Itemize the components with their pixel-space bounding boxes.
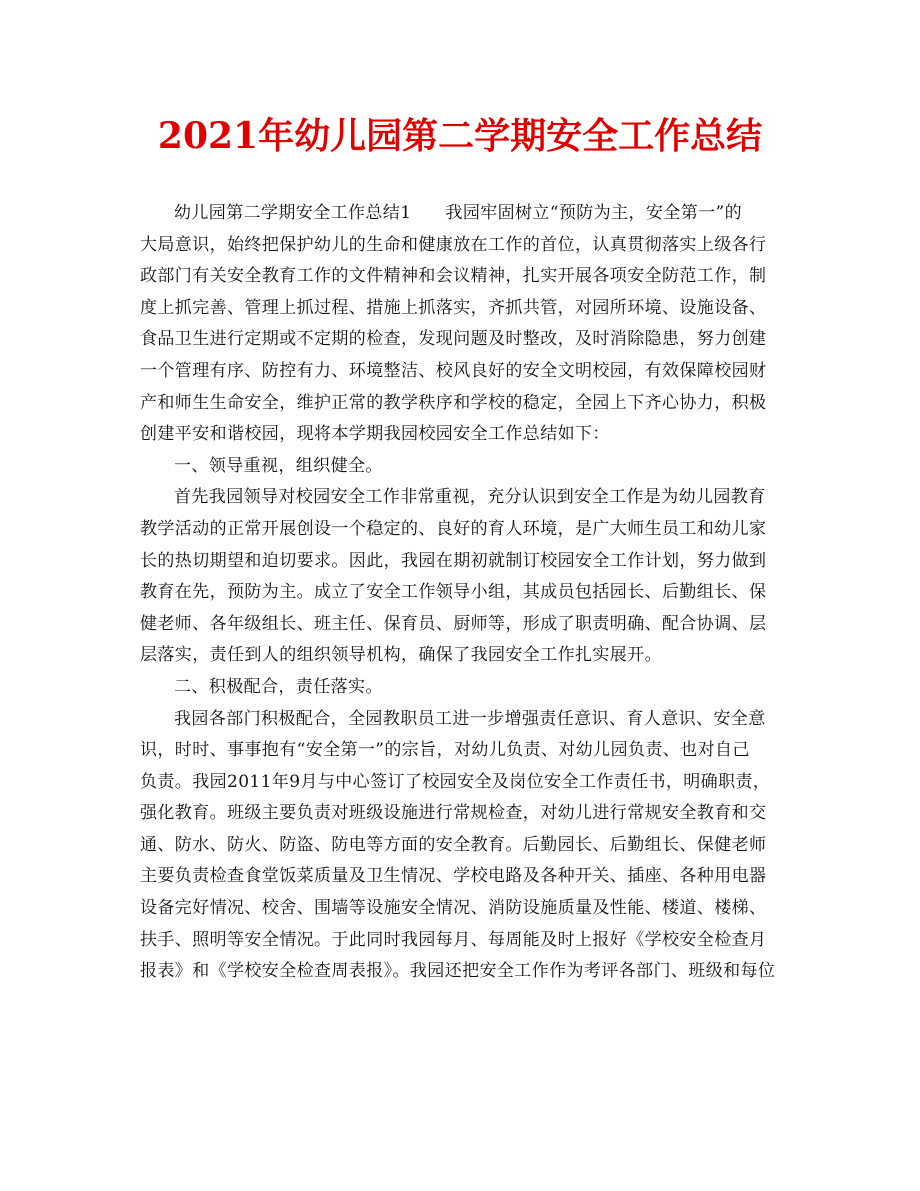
paragraph-line: 产和师生生命安全，维护正常的教学秩序和学校的稳定，全园上下齐心协力，积极 [140,392,767,413]
paragraph-line: 教学活动的正常开展创设一个稳定的、良好的育人环境，是广大师生员工和幼儿家 [140,518,767,539]
section-heading: 二、积极配合，责任落实。 [174,676,383,697]
text-run: 我园牢固树立“预防为主，安全第一”的 [445,203,743,223]
document-title: 2021年幼儿园第二学期安全工作总结 [157,115,763,157]
paragraph-line: 我园各部门积极配合，全园教职员工进一步增强责任意识、育人意识、安全意 [174,708,766,729]
paragraph-line: 教育在先，预防为主。成立了安全工作领导小组，其成员包括园长、后勤组长、保 [140,582,767,603]
paragraph-line: 通、防水、防火、防盗、防电等方面的安全教育。后勤园长、后勤组长、保健老师 [140,834,767,855]
paragraph-line: 食品卫生进行定期或不定期的检查，发现问题及时整改，及时消除隐患，努力创建 [140,329,767,350]
paragraph-line: 度上抓完善、管理上抓过程、措施上抓落实，齐抓共管，对园所环境、设施设备、 [140,297,767,318]
paragraph-line: 设备完好情况、校舍、围墙等设施安全情况、消防设施质量及性能、楼道、楼梯、 [140,898,767,919]
paragraph-line: 识，时时、事事抱有“安全第一”的宗旨，对幼儿负责、对幼儿园负责、也对自己 [140,740,750,761]
paragraph-line: 一个管理有序、防控有力、环境整洁、校风良好的安全文明校园，有效保障校园财 [140,360,767,381]
paragraph-line: 主要负责检查食堂饭菜质量及卫生情况、学校电路及各种开关、插座、各种用电器 [140,866,767,887]
paragraph-line: 报表》和《学校安全检查周表报》。我园还把安全工作作为考评各部门、班级和每位 [140,961,776,982]
paragraph-line: 大局意识，始终把保护幼儿的生命和健康放在工作的首位，认真贯彻落实上级各行 [140,234,767,255]
paragraph-line: 健老师、各年级组长、班主任、保育员、厨师等，形成了职责明确、配合协调、层 [140,613,767,634]
paragraph-line: 政部门有关安全教育工作的文件精神和会议精神，扎实开展各项安全防范工作，制 [140,266,767,287]
paragraph-line: 扶手、照明等安全情况。于此同时我园每月、每周能及时上报好《学校安全检查月 [140,929,767,950]
paragraph-line [140,198,785,230]
document-body [140,198,785,988]
paragraph-line: 强化教育。班级主要负责对班级设施进行常规检查，对幼儿进行常规安全教育和交 [140,803,767,824]
paragraph-line: 层落实，责任到人的组织领导机构，确保了我园安全工作扎实展开。 [140,645,662,666]
section-lead: 幼儿园第二学期安全工作总结1 [174,203,412,223]
section-heading: 一、领导重视，组织健全。 [174,455,383,476]
paragraph-line: 首先我园领导对校园安全工作非常重视，充分认识到安全工作是为幼儿园教育 [174,487,766,508]
paragraph-line: 创建平安和谐校园，现将本学期我园校园安全工作总结如下： [140,424,610,445]
paragraph-line: 负责。我园2011年9月与中心签订了校园安全及岗位安全工作责任书，明确职责， [140,771,771,792]
paragraph-line: 长的热切期望和迫切要求。因此，我园在期初就制订校园安全工作计划，努力做到 [140,550,767,571]
